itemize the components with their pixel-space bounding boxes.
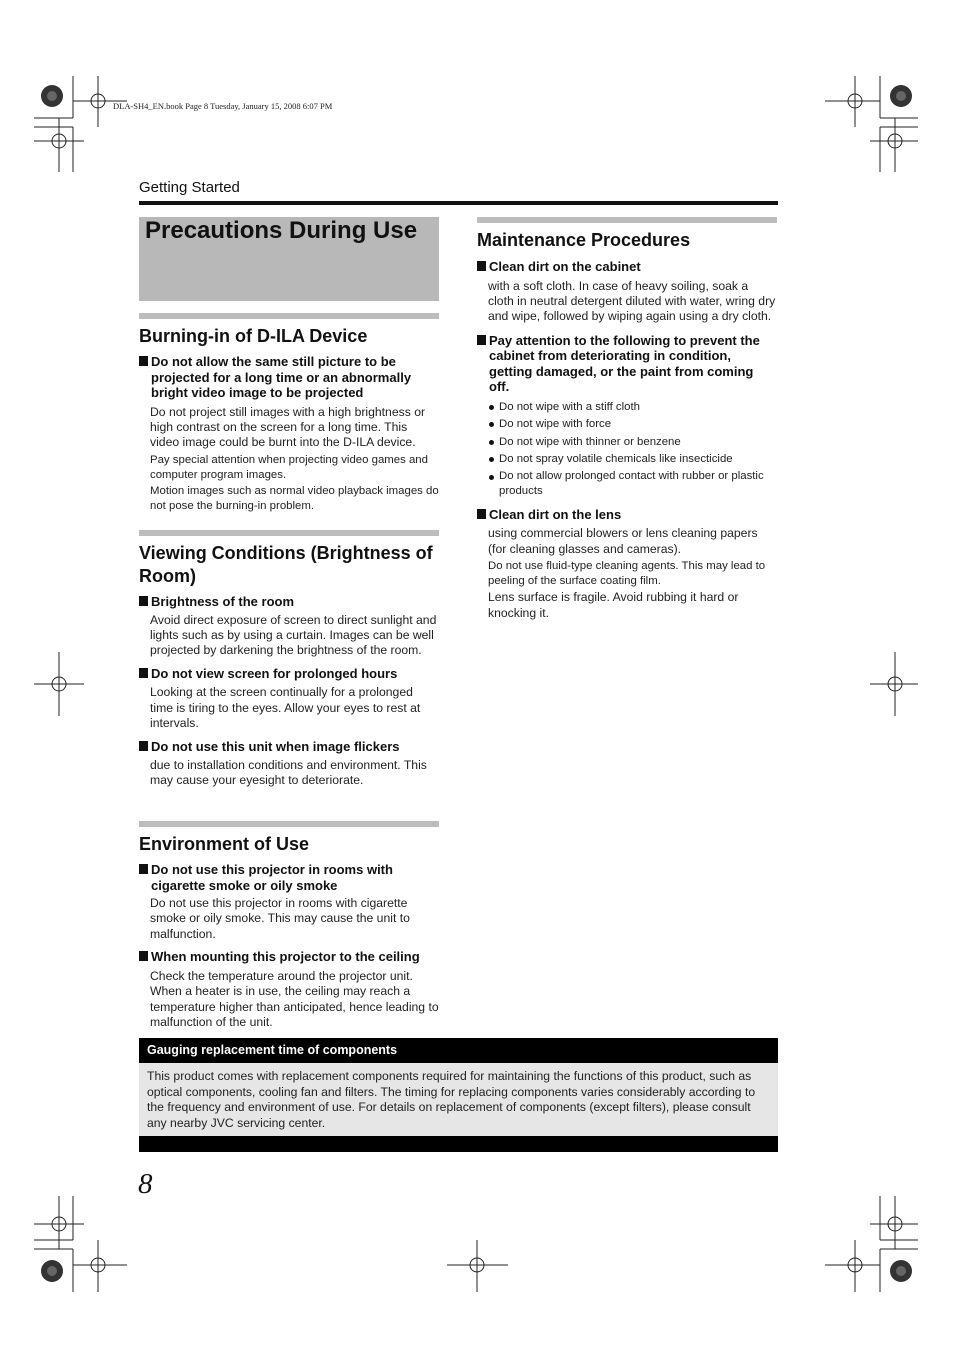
section-bar: [139, 530, 439, 536]
subheading: Do not use this unit when image flickers: [139, 739, 439, 755]
section-bar: [477, 217, 777, 223]
page-number: 8: [138, 1168, 153, 1200]
body-text: with a soft cloth. In case of heavy soiling, soak a cloth in neutral detergent diluted with water, wring dry and wipe, followed by wiping again using a dry cloth.: [488, 278, 776, 324]
list-item: Do not wipe with thinner or benzene: [477, 434, 777, 451]
section-bar: [139, 821, 439, 827]
section-bar: [139, 313, 439, 319]
body-text: Avoid direct exposure of screen to direct sunlight and lights such as by using a curtain. Images can be well projected by darkening the brightness of the room.: [150, 612, 437, 658]
subheading: Clean dirt on the cabinet: [477, 259, 777, 275]
list-item: Do not spray volatile chemicals like insecticide: [477, 451, 777, 468]
section-heading: Maintenance Procedures: [477, 230, 691, 250]
section-heading: Environment of Use: [139, 834, 310, 854]
note-text: Lens surface is fragile. Avoid rubbing it hard or knocking it.: [488, 590, 739, 620]
subheading: Do not view screen for prolonged hours: [139, 666, 439, 682]
subheading: Do not use this projector in rooms with cigarette smoke or oily smoke: [139, 862, 439, 893]
note-box-body: [139, 1063, 778, 1136]
header-rule: [139, 201, 778, 205]
note-text: Pay special attention when projecting video games and computer program images.: [150, 453, 428, 481]
note-box-text: This product comes with replacement components required for maintaining the functions of this product, such as optical components, cooling fan and filters. The timing for replacing components varies considerably according to the frequency and environment of use. For details on replacement of components (except filters), please consult any nearby JVC servicing center.: [147, 1069, 756, 1130]
section-heading: Viewing Conditions (Brightness of Room): [139, 543, 433, 586]
subheading: Pay attention to the following to prevent the cabinet from deteriorating in condition, getting damaged, or the paint from coming off.: [477, 333, 777, 395]
section-heading: Burning-in of D-ILA Device: [139, 326, 368, 346]
subheading: When mounting this projector to the ceiling: [139, 949, 439, 965]
note-box-header: [139, 1038, 778, 1063]
burning-in-section: [139, 313, 439, 515]
list-item: Do not allow prolonged contact with rubber or plastic products: [477, 469, 777, 500]
viewing-conditions-section: [139, 530, 439, 789]
environment-section: [139, 821, 439, 1030]
note-text: Do not use fluid-type cleaning agents. This may lead to peeling of the surface coating film.: [488, 560, 766, 588]
file-info: DLA-SH4_EN.book Page 8 Tuesday, January 15, 2008 6:07 PM: [113, 101, 333, 111]
maintenance-section: [477, 217, 777, 621]
body-text: due to installation conditions and environment. This may cause your eyesight to deteriorate.: [150, 757, 427, 788]
note-box-title: Gauging replacement time of components: [147, 1043, 398, 1057]
page-title-box: [139, 217, 439, 301]
page-title: Precautions During Use: [145, 217, 418, 244]
list-item: Do not wipe with a stiff cloth: [477, 399, 777, 416]
body-text: using commercial blowers or lens cleaning papers (for cleaning glasses and cameras).: [488, 526, 758, 556]
body-text: Do not use this projector in rooms with cigarette smoke or oily smoke. This may cause the unit to malfunction.: [150, 896, 410, 941]
body-text: Do not project still images with a high brightness or high contrast on the screen for a long time. This video image could be burnt into the D-ILA device.: [150, 404, 426, 450]
note-box-footer: [139, 1136, 778, 1152]
subheading: Brightness of the room: [139, 594, 439, 610]
bullet-list: [477, 399, 777, 500]
body-text: Check the temperature around the projector unit. When a heater is in use, the ceiling may reach a temperature higher than anticipated, hence leading to malfunction of the unit.: [150, 968, 439, 1029]
list-item: Do not wipe with force: [477, 416, 777, 433]
subheading: Clean dirt on the lens: [477, 507, 777, 523]
section-label: Getting Started: [139, 179, 240, 196]
note-text: Motion images such as normal video playback images do not pose the burning-in problem.: [150, 485, 439, 513]
body-text: Looking at the screen continually for a prolonged time is tiring to the eyes. Allow your eyes to rest at intervals.: [150, 685, 421, 731]
subheading: Do not allow the same still picture to be projected for a long time or an abnormally bright video image to be projected: [139, 354, 439, 401]
